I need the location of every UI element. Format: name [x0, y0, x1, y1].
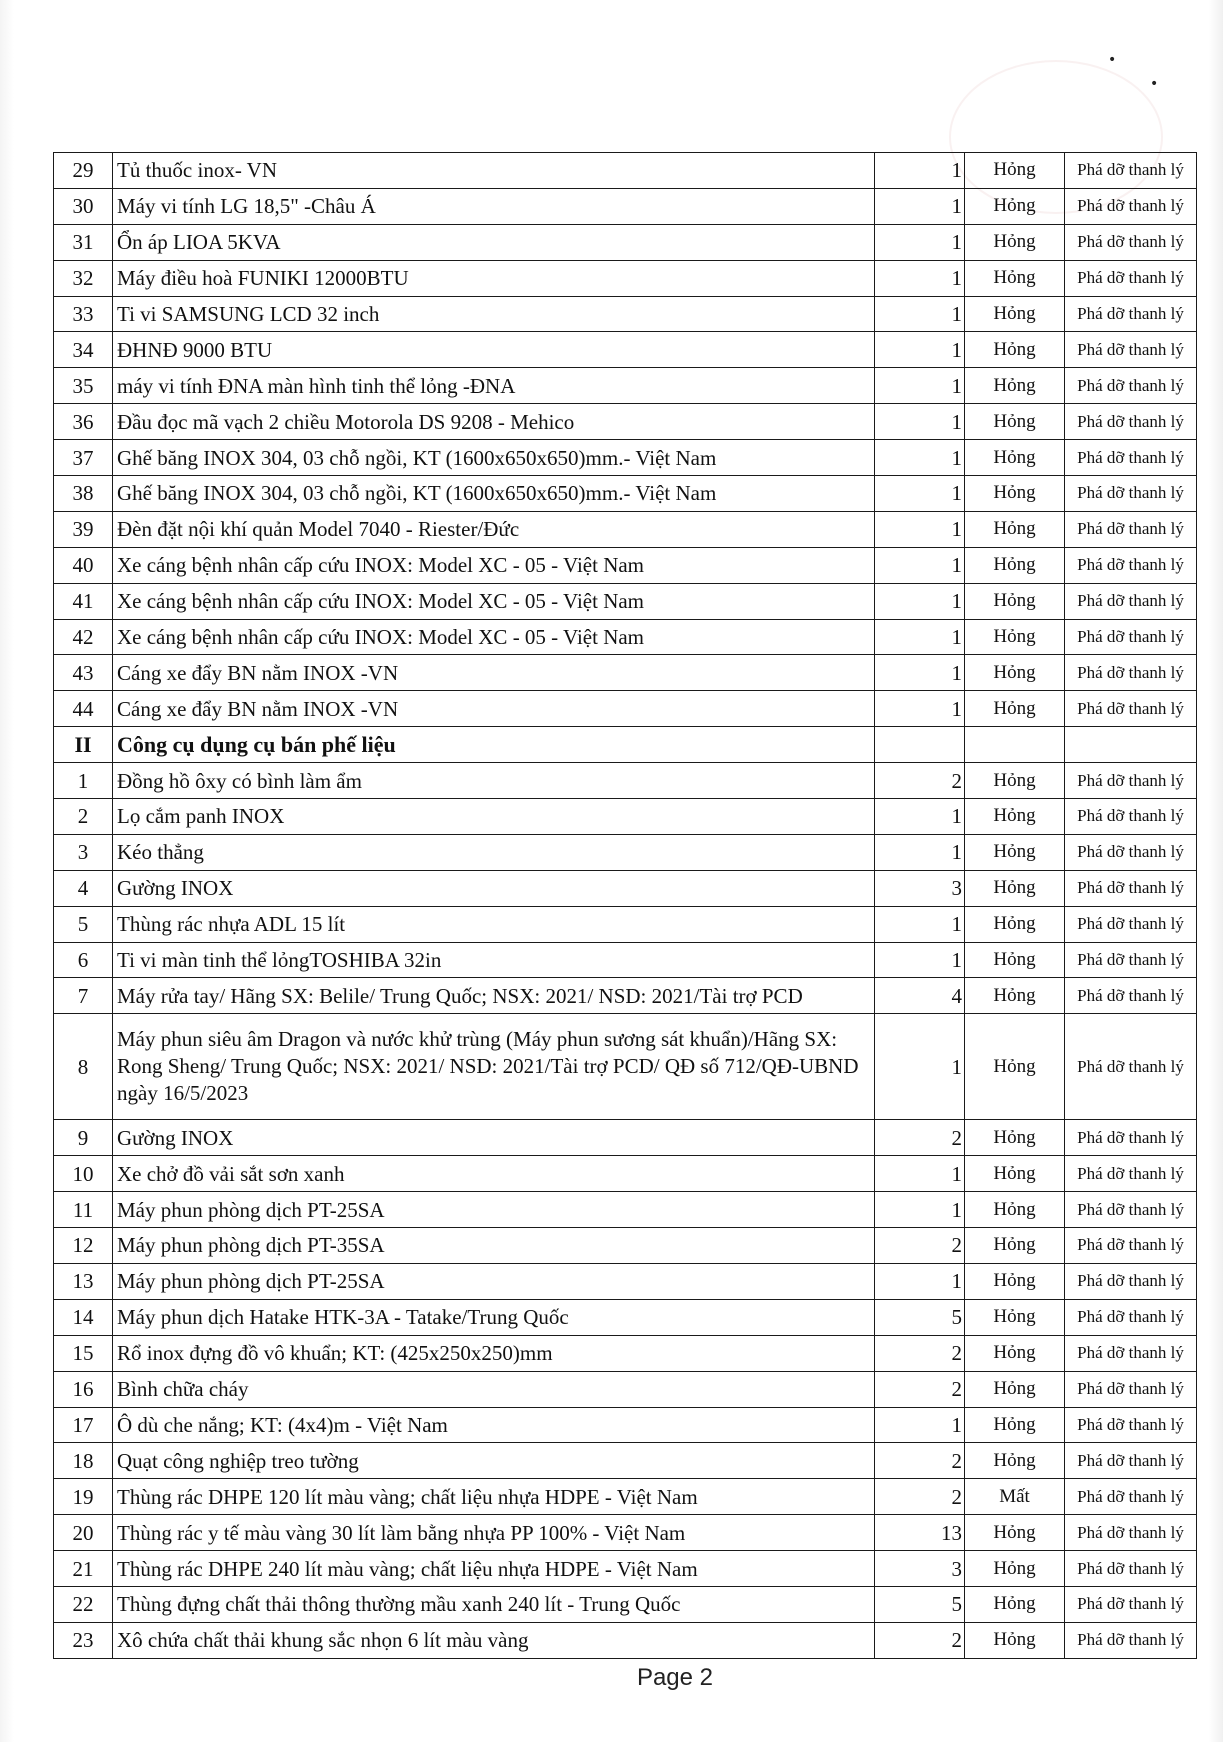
item-disposal-note: Phá dỡ thanh lý [1065, 153, 1197, 189]
item-number: 5 [54, 906, 113, 942]
item-name: Máy phun dịch Hatake HTK-3A - Tatake/Trung Quốc [113, 1299, 875, 1335]
item-disposal-note: Phá dỡ thanh lý [1065, 1622, 1197, 1658]
item-name: Bình chữa cháy [113, 1371, 875, 1407]
item-number: 11 [54, 1192, 113, 1228]
item-name: Thùng rác DHPE 240 lít màu vàng; chất liệu nhựa HDPE - Việt Nam [113, 1551, 875, 1587]
item-quantity: 1 [875, 188, 965, 224]
item-status: Hỏng [965, 1299, 1065, 1335]
item-name: Xe chở đồ vải sắt sơn xanh [113, 1156, 875, 1192]
item-name: Máy điều hoà FUNIKI 12000BTU [113, 260, 875, 296]
item-name: Công cụ dụng cụ bán phế liệu [113, 727, 875, 763]
item-quantity: 1 [875, 296, 965, 332]
item-quantity: 2 [875, 1228, 965, 1264]
item-quantity: 1 [875, 368, 965, 404]
item-status: Hỏng [965, 763, 1065, 799]
item-disposal-note: Phá dỡ thanh lý [1065, 619, 1197, 655]
item-number: 35 [54, 368, 113, 404]
item-disposal-note: Phá dỡ thanh lý [1065, 1335, 1197, 1371]
table-row [54, 834, 1197, 870]
item-status: Hỏng [965, 834, 1065, 870]
table-row [54, 906, 1197, 942]
item-quantity: 1 [875, 476, 965, 512]
item-name: Gường INOX [113, 1120, 875, 1156]
item-name: Đầu đọc mã vạch 2 chiều Motorola DS 9208 - Mehico [113, 404, 875, 440]
item-status: Hỏng [965, 978, 1065, 1014]
item-quantity: 1 [875, 691, 965, 727]
item-status: Hỏng [965, 368, 1065, 404]
item-number: 31 [54, 224, 113, 260]
item-disposal-note: Phá dỡ thanh lý [1065, 1156, 1197, 1192]
item-status: Hỏng [965, 619, 1065, 655]
table-row [54, 870, 1197, 906]
table-row [54, 547, 1197, 583]
item-quantity: 1 [875, 1407, 965, 1443]
item-disposal-note: Phá dỡ thanh lý [1065, 1443, 1197, 1479]
item-disposal-note: Phá dỡ thanh lý [1065, 1299, 1197, 1335]
item-name: Máy phun phòng dịch PT-35SA [113, 1228, 875, 1264]
item-disposal-note: Phá dỡ thanh lý [1065, 224, 1197, 260]
item-disposal-note: Phá dỡ thanh lý [1065, 1371, 1197, 1407]
item-status: Hỏng [965, 1407, 1065, 1443]
item-status: Hỏng [965, 476, 1065, 512]
item-name: Xe cáng bệnh nhân cấp cứu INOX: Model XC - 05 - Việt Nam [113, 583, 875, 619]
item-quantity: 2 [875, 1120, 965, 1156]
item-status: Hỏng [965, 547, 1065, 583]
item-name: Gường INOX [113, 870, 875, 906]
item-status: Hỏng [965, 1515, 1065, 1551]
table-row [54, 1120, 1197, 1156]
item-status: Hỏng [965, 332, 1065, 368]
item-quantity: 3 [875, 1551, 965, 1587]
table-row [54, 188, 1197, 224]
table-row [54, 1371, 1197, 1407]
item-status: Hỏng [965, 224, 1065, 260]
table-row [54, 332, 1197, 368]
item-disposal-note: Phá dỡ thanh lý [1065, 655, 1197, 691]
item-name: Cáng xe đẩy BN nằm INOX -VN [113, 691, 875, 727]
item-number: 16 [54, 1371, 113, 1407]
item-quantity: 1 [875, 404, 965, 440]
item-name: Thùng rác nhựa ADL 15 lít [113, 906, 875, 942]
item-disposal-note: Phá dỡ thanh lý [1065, 906, 1197, 942]
item-number: 43 [54, 655, 113, 691]
item-quantity: 1 [875, 1192, 965, 1228]
item-number: 4 [54, 870, 113, 906]
item-name: Thùng rác DHPE 120 lít màu vàng; chất liệu nhựa HDPE - Việt Nam [113, 1479, 875, 1515]
item-quantity: 1 [875, 799, 965, 835]
table-row [54, 1622, 1197, 1658]
item-number: 9 [54, 1120, 113, 1156]
table-row [54, 1407, 1197, 1443]
item-disposal-note [1065, 727, 1197, 763]
item-quantity: 1 [875, 583, 965, 619]
item-number: 12 [54, 1228, 113, 1264]
asset-liquidation-table [53, 152, 1197, 1659]
item-name: Ti vi màn tinh thể lỏngTOSHIBA 32in [113, 942, 875, 978]
item-number: 39 [54, 511, 113, 547]
table-row [54, 440, 1197, 476]
item-disposal-note: Phá dỡ thanh lý [1065, 583, 1197, 619]
item-disposal-note: Phá dỡ thanh lý [1065, 1551, 1197, 1587]
item-status: Hỏng [965, 870, 1065, 906]
item-status: Hỏng [965, 799, 1065, 835]
item-status: Hỏng [965, 1014, 1065, 1120]
table-row [54, 1014, 1197, 1120]
item-quantity: 2 [875, 1371, 965, 1407]
item-quantity: 1 [875, 1263, 965, 1299]
item-disposal-note: Phá dỡ thanh lý [1065, 1407, 1197, 1443]
item-quantity: 1 [875, 511, 965, 547]
item-quantity: 2 [875, 1479, 965, 1515]
table-row [54, 260, 1197, 296]
item-disposal-note: Phá dỡ thanh lý [1065, 1586, 1197, 1622]
item-name: Thùng đựng chất thải thông thường mầu xanh 240 lít - Trung Quốc [113, 1586, 875, 1622]
item-disposal-note: Phá dỡ thanh lý [1065, 547, 1197, 583]
scan-speck: • [1108, 52, 1117, 68]
item-quantity: 1 [875, 547, 965, 583]
item-quantity: 13 [875, 1515, 965, 1551]
item-number: 19 [54, 1479, 113, 1515]
table-row [54, 799, 1197, 835]
item-quantity: 1 [875, 906, 965, 942]
item-status: Hỏng [965, 583, 1065, 619]
item-name: ĐHNĐ 9000 BTU [113, 332, 875, 368]
item-disposal-note: Phá dỡ thanh lý [1065, 296, 1197, 332]
item-disposal-note: Phá dỡ thanh lý [1065, 870, 1197, 906]
asset-table-container [53, 152, 1196, 1659]
item-name: Xe cáng bệnh nhân cấp cứu INOX: Model XC - 05 - Việt Nam [113, 547, 875, 583]
table-row [54, 1586, 1197, 1622]
item-disposal-note: Phá dỡ thanh lý [1065, 1515, 1197, 1551]
item-number: 2 [54, 799, 113, 835]
item-name: Ghế băng INOX 304, 03 chỗ ngồi, KT (1600x650x650)mm.- Việt Nam [113, 440, 875, 476]
item-name: Lọ cắm panh INOX [113, 799, 875, 835]
item-number: 36 [54, 404, 113, 440]
item-name: Xe cáng bệnh nhân cấp cứu INOX: Model XC - 05 - Việt Nam [113, 619, 875, 655]
table-row [54, 1228, 1197, 1264]
item-number: II [54, 727, 113, 763]
item-number: 15 [54, 1335, 113, 1371]
item-status: Hỏng [965, 1335, 1065, 1371]
item-number: 29 [54, 153, 113, 189]
item-disposal-note: Phá dỡ thanh lý [1065, 476, 1197, 512]
table-row [54, 1263, 1197, 1299]
item-name: Xô chứa chất thải khung sắc nhọn 6 lít màu vàng [113, 1622, 875, 1658]
item-status: Hỏng [965, 511, 1065, 547]
item-quantity: 1 [875, 619, 965, 655]
item-name: Máy phun phòng dịch PT-25SA [113, 1192, 875, 1228]
item-name: Quạt công nghiệp treo tường [113, 1443, 875, 1479]
table-row [54, 1192, 1197, 1228]
item-status: Hỏng [965, 942, 1065, 978]
item-quantity: 2 [875, 1443, 965, 1479]
item-disposal-note: Phá dỡ thanh lý [1065, 511, 1197, 547]
table-row [54, 978, 1197, 1014]
item-name: Máy phun phòng dịch PT-25SA [113, 1263, 875, 1299]
section-header-row [54, 727, 1197, 763]
item-number: 1 [54, 763, 113, 799]
item-status: Hỏng [965, 153, 1065, 189]
item-number: 42 [54, 619, 113, 655]
item-disposal-note: Phá dỡ thanh lý [1065, 978, 1197, 1014]
item-status: Hỏng [965, 655, 1065, 691]
item-number: 22 [54, 1586, 113, 1622]
item-quantity: 5 [875, 1299, 965, 1335]
table-row [54, 1515, 1197, 1551]
item-name: Ti vi SAMSUNG LCD 32 inch [113, 296, 875, 332]
item-disposal-note: Phá dỡ thanh lý [1065, 1263, 1197, 1299]
item-number: 23 [54, 1622, 113, 1658]
table-row [54, 691, 1197, 727]
item-disposal-note: Phá dỡ thanh lý [1065, 1192, 1197, 1228]
item-number: 33 [54, 296, 113, 332]
item-disposal-note: Phá dỡ thanh lý [1065, 1120, 1197, 1156]
item-status: Hỏng [965, 296, 1065, 332]
item-disposal-note: Phá dỡ thanh lý [1065, 799, 1197, 835]
item-name: Tủ thuốc inox- VN [113, 153, 875, 189]
item-number: 34 [54, 332, 113, 368]
item-disposal-note: Phá dỡ thanh lý [1065, 834, 1197, 870]
table-row [54, 655, 1197, 691]
item-disposal-note: Phá dỡ thanh lý [1065, 763, 1197, 799]
item-disposal-note: Phá dỡ thanh lý [1065, 332, 1197, 368]
item-name: Máy rửa tay/ Hãng SX: Belile/ Trung Quốc; NSX: 2021/ NSD: 2021/Tài trợ PCD [113, 978, 875, 1014]
item-quantity: 1 [875, 834, 965, 870]
item-name: Ổn áp LIOA 5KVA [113, 224, 875, 260]
item-number: 10 [54, 1156, 113, 1192]
item-status: Hỏng [965, 404, 1065, 440]
item-status [965, 727, 1065, 763]
item-name: Máy phun siêu âm Dragon và nước khử trùng (Máy phun sương sát khuẩn)/Hãng SX: Rong Sheng/ Trung Quốc; NSX: 2021/ NSD: 2021/Tài trợ PCD/ QĐ số 712/QĐ-UBND ngày 16/5/2023 [113, 1014, 875, 1120]
item-status: Hỏng [965, 1228, 1065, 1264]
item-disposal-note: Phá dỡ thanh lý [1065, 1014, 1197, 1120]
item-status: Hỏng [965, 1622, 1065, 1658]
item-number: 3 [54, 834, 113, 870]
item-disposal-note: Phá dỡ thanh lý [1065, 942, 1197, 978]
table-row [54, 619, 1197, 655]
table-row [54, 153, 1197, 189]
table-row [54, 763, 1197, 799]
item-name: Cáng xe đẩy BN nằm INOX -VN [113, 655, 875, 691]
item-quantity: 1 [875, 224, 965, 260]
item-quantity: 1 [875, 260, 965, 296]
item-quantity: 2 [875, 1335, 965, 1371]
item-number: 14 [54, 1299, 113, 1335]
item-number: 7 [54, 978, 113, 1014]
item-name: Ô dù che nắng; KT: (4x4)m - Việt Nam [113, 1407, 875, 1443]
item-number: 30 [54, 188, 113, 224]
table-row [54, 1335, 1197, 1371]
item-status: Hỏng [965, 440, 1065, 476]
item-number: 20 [54, 1515, 113, 1551]
table-row [54, 1156, 1197, 1192]
table-row [54, 1299, 1197, 1335]
item-status: Mất [965, 1479, 1065, 1515]
item-status: Hỏng [965, 1120, 1065, 1156]
item-number: 41 [54, 583, 113, 619]
item-number: 32 [54, 260, 113, 296]
item-status: Hỏng [965, 1263, 1065, 1299]
item-disposal-note: Phá dỡ thanh lý [1065, 260, 1197, 296]
item-name: Đèn đặt nội khí quản Model 7040 - Riester/Đức [113, 511, 875, 547]
table-row [54, 1443, 1197, 1479]
item-status: Hỏng [965, 691, 1065, 727]
item-disposal-note: Phá dỡ thanh lý [1065, 188, 1197, 224]
item-disposal-note: Phá dỡ thanh lý [1065, 404, 1197, 440]
item-status: Hỏng [965, 1192, 1065, 1228]
item-number: 40 [54, 547, 113, 583]
item-disposal-note: Phá dỡ thanh lý [1065, 691, 1197, 727]
item-name: máy vi tính ĐNA màn hình tinh thể lỏng -ĐNA [113, 368, 875, 404]
item-quantity: 3 [875, 870, 965, 906]
item-number: 21 [54, 1551, 113, 1587]
item-status: Hỏng [965, 188, 1065, 224]
item-disposal-note: Phá dỡ thanh lý [1065, 1479, 1197, 1515]
item-name: Máy vi tính LG 18,5" -Châu Á [113, 188, 875, 224]
item-number: 8 [54, 1014, 113, 1120]
item-name: Ghế băng INOX 304, 03 chỗ ngồi, KT (1600x650x650)mm.- Việt Nam [113, 476, 875, 512]
item-quantity: 1 [875, 655, 965, 691]
table-row [54, 942, 1197, 978]
item-quantity: 4 [875, 978, 965, 1014]
table-row [54, 296, 1197, 332]
table-row [54, 368, 1197, 404]
item-status: Hỏng [965, 260, 1065, 296]
item-number: 37 [54, 440, 113, 476]
item-quantity: 1 [875, 332, 965, 368]
item-quantity: 5 [875, 1586, 965, 1622]
item-disposal-note: Phá dỡ thanh lý [1065, 440, 1197, 476]
item-number: 44 [54, 691, 113, 727]
item-status: Hỏng [965, 1156, 1065, 1192]
item-quantity: 2 [875, 1622, 965, 1658]
item-status: Hỏng [965, 1371, 1065, 1407]
item-number: 38 [54, 476, 113, 512]
table-row [54, 1551, 1197, 1587]
item-number: 17 [54, 1407, 113, 1443]
item-name: Thùng rác y tế màu vàng 30 lít làm bằng nhựa PP 100% - Việt Nam [113, 1515, 875, 1551]
item-quantity: 1 [875, 440, 965, 476]
table-row [54, 224, 1197, 260]
item-quantity: 1 [875, 1156, 965, 1192]
item-quantity: 2 [875, 763, 965, 799]
table-row [54, 1479, 1197, 1515]
scan-speck: • [1150, 76, 1159, 92]
item-quantity: 1 [875, 942, 965, 978]
item-number: 13 [54, 1263, 113, 1299]
item-quantity: 1 [875, 153, 965, 189]
item-number: 18 [54, 1443, 113, 1479]
item-status: Hỏng [965, 906, 1065, 942]
item-status: Hỏng [965, 1443, 1065, 1479]
page-number-label: Page 2 [636, 1664, 714, 1691]
table-row [54, 511, 1197, 547]
table-row [54, 404, 1197, 440]
item-disposal-note: Phá dỡ thanh lý [1065, 1228, 1197, 1264]
item-number: 6 [54, 942, 113, 978]
item-name: Đồng hồ ôxy có bình làm ẩm [113, 763, 875, 799]
item-quantity: 1 [875, 1014, 965, 1120]
item-name: Kéo thẳng [113, 834, 875, 870]
item-quantity [875, 727, 965, 763]
item-status: Hỏng [965, 1551, 1065, 1587]
table-row [54, 476, 1197, 512]
item-name: Rổ inox đựng đồ vô khuẩn; KT: (425x250x250)mm [113, 1335, 875, 1371]
item-disposal-note: Phá dỡ thanh lý [1065, 368, 1197, 404]
table-row [54, 583, 1197, 619]
item-status: Hỏng [965, 1586, 1065, 1622]
